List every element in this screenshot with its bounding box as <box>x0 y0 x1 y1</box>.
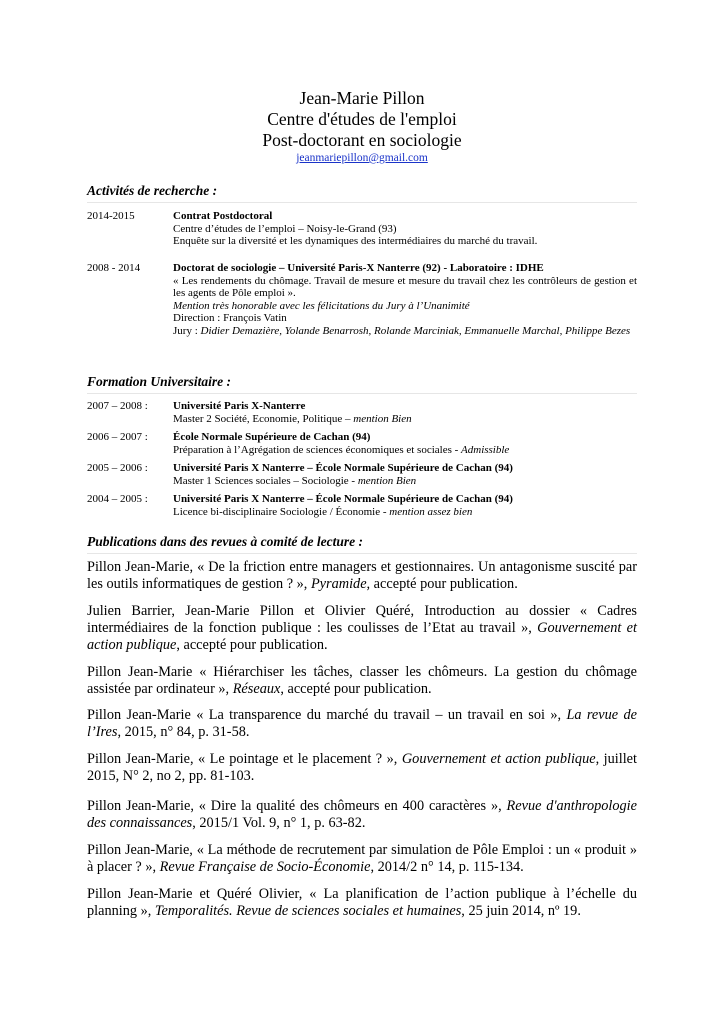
entry-detail <box>173 444 637 457</box>
entry-heading: Université Paris X Nanterre – École Normale Supérieure de Cachan (94) <box>173 493 513 505</box>
entry-date: 2014-2015 <box>87 210 135 222</box>
journal-name: Temporalités. Revue de sciences sociales et humaines <box>154 903 462 920</box>
entry-date: 2006 – 2007 : <box>87 431 148 443</box>
detail-text: Master 2 Société, Economie, Politique – <box>173 412 354 425</box>
entry-line: Centre d’études de l’emploi – Noisy-le-Grand (93) <box>173 222 397 235</box>
publication-item <box>87 707 637 741</box>
publication-item <box>87 751 637 785</box>
section-title-research: Activités de recherche : <box>87 183 637 203</box>
mention: mention Bien <box>353 412 412 425</box>
publication-item <box>87 664 637 698</box>
thesis-title: « Les rendements du chômage. Travail de mesure et mesure du travail chez les contrôleurs de gestion et les agents de Pôle emploi ». <box>173 274 637 300</box>
entry-detail <box>173 475 637 488</box>
publication-details: , juillet 2015, N° 2, no 2, pp. 81‑103. <box>87 751 637 785</box>
publication-text: Pillon Jean-Marie, « Dire la qualité des chômeurs en 400 caractères », <box>87 798 507 814</box>
entry-heading: Université Paris X Nanterre – École Normale Supérieure de Cachan (94) <box>173 462 513 474</box>
publication-details: , 2015, n° 84, p. 31-58. <box>117 724 250 741</box>
publication-text: Pillon Jean-Marie, « De la friction entre managers et gestionnaires. Un antagonisme suscité par les outils informatiques de gestion ? », <box>87 559 637 593</box>
entry-heading: École Normale Supérieure de Cachan (94) <box>173 431 371 443</box>
cv-header <box>0 88 724 165</box>
jury-members: Didier Demazière, Yolande Benarrosh, Rolande Marciniak, Emmanuelle Marchal, Philippe Bezes <box>200 324 631 337</box>
publication-item <box>87 603 637 655</box>
mention: mention Bien <box>357 474 417 487</box>
journal-name: Revue d'anthropologie des connaissances <box>87 798 637 832</box>
thesis-jury <box>173 325 637 338</box>
journal-name: Gouvernement et action publique <box>87 620 637 654</box>
position-title: Post-doctorant en sociologie <box>262 130 462 150</box>
entry-line: Enquête sur la diversité et les dynamiques des intermédiaires du marché du travail. <box>173 235 538 248</box>
publication-details: , 25 juin 2014, nº 19. <box>461 903 581 920</box>
entry-heading: Université Paris X-Nanterre <box>173 400 306 412</box>
publication-text: Pillon Jean-Marie « Hiérarchiser les tâches, classer les chômeurs. La gestion du chômage assistée par ordinateur », <box>87 664 637 698</box>
entry-detail <box>173 506 637 519</box>
publication-text: Pillon Jean-Marie « La transparence du marché du travail – un travail en soi », <box>87 707 567 723</box>
entry-body <box>173 262 637 338</box>
publication-text: Julien Barrier, Jean-Marie Pillon et Olivier Quéré, Introduction au dossier « Cadres intermédiaires de la fonction publique : les coulisses de l’Etat au travail », <box>87 603 637 637</box>
mention: mention assez bien <box>389 505 473 518</box>
journal-name: Pyramide, <box>310 576 371 593</box>
entry-date: 2008 - 2014 <box>87 262 141 274</box>
email-link[interactable]: jeanmariepillon@gmail.com <box>296 152 428 164</box>
section-title-publications: Publications dans des revues à comité de lecture : <box>87 534 637 554</box>
education-entry <box>87 462 637 487</box>
education-entry <box>87 400 637 425</box>
entry-body <box>173 400 637 425</box>
entry-body <box>173 493 637 518</box>
publication-details: , accepté pour publication. <box>176 637 328 654</box>
entry-date: 2004 – 2005 : <box>87 493 148 505</box>
publication-item <box>87 559 637 593</box>
mention: Admissible <box>461 443 510 456</box>
jury-label: Jury : <box>173 324 201 337</box>
publication-details: , 2014/2 n° 14, p. 115-134. <box>370 859 524 876</box>
publication-details: accepté pour publication. <box>370 576 518 593</box>
author-name: Jean-Marie Pillon <box>299 88 425 108</box>
detail-text: Master 1 Sciences sociales – Sociologie - <box>173 474 358 487</box>
journal-name: La revue de l’Ires <box>87 707 637 741</box>
entry-date: 2007 – 2008 : <box>87 400 148 412</box>
publication-details: , 2015/1 Vol. 9, n° 1, p. 63-82. <box>192 815 366 832</box>
education-entry <box>87 493 637 518</box>
research-entry <box>87 210 637 248</box>
thesis-direction: Direction : François Vatin <box>173 312 287 325</box>
journal-name: Revue Française de Socio-Économie <box>159 859 371 876</box>
entry-body <box>173 431 637 456</box>
entry-detail <box>173 413 637 426</box>
entry-heading: Doctorat de sociologie – Université Paris-X Nanterre (92) - Laboratoire : IDHE <box>173 262 544 274</box>
publication-details: , accepté pour publication. <box>280 681 432 698</box>
journal-name: Gouvernement et action publique <box>401 751 596 767</box>
publication-item <box>87 842 637 876</box>
publication-item <box>87 886 637 920</box>
entry-body <box>173 462 637 487</box>
detail-text: Licence bi-disciplinaire Sociologie / Économie - <box>173 505 390 518</box>
publication-item <box>87 798 637 832</box>
entry-date: 2005 – 2006 : <box>87 462 148 474</box>
detail-text: Préparation à l’Agrégation de sciences économiques et sociales - <box>173 443 462 456</box>
entry-body <box>173 210 637 248</box>
education-entry <box>87 431 637 456</box>
research-entry <box>87 262 637 338</box>
journal-name: Réseaux <box>232 681 281 698</box>
publication-text: Pillon Jean-Marie et Quéré Olivier, « La planification de l’action publique à l’échelle du planning », <box>87 886 637 920</box>
publication-text: Pillon Jean-Marie, « Le pointage et le placement ? », <box>87 751 402 767</box>
entry-heading: Contrat Postdoctoral <box>173 210 273 222</box>
section-title-education: Formation Universitaire : <box>87 374 637 394</box>
publication-text: Pillon Jean-Marie, « La méthode de recrutement par simulation de Pôle Emploi : un « produit » à placer ? », <box>87 842 637 876</box>
thesis-mention: Mention très honorable avec les félicitations du Jury à l’Unanimité <box>173 299 470 312</box>
organization: Centre d'études de l'emploi <box>267 109 457 129</box>
